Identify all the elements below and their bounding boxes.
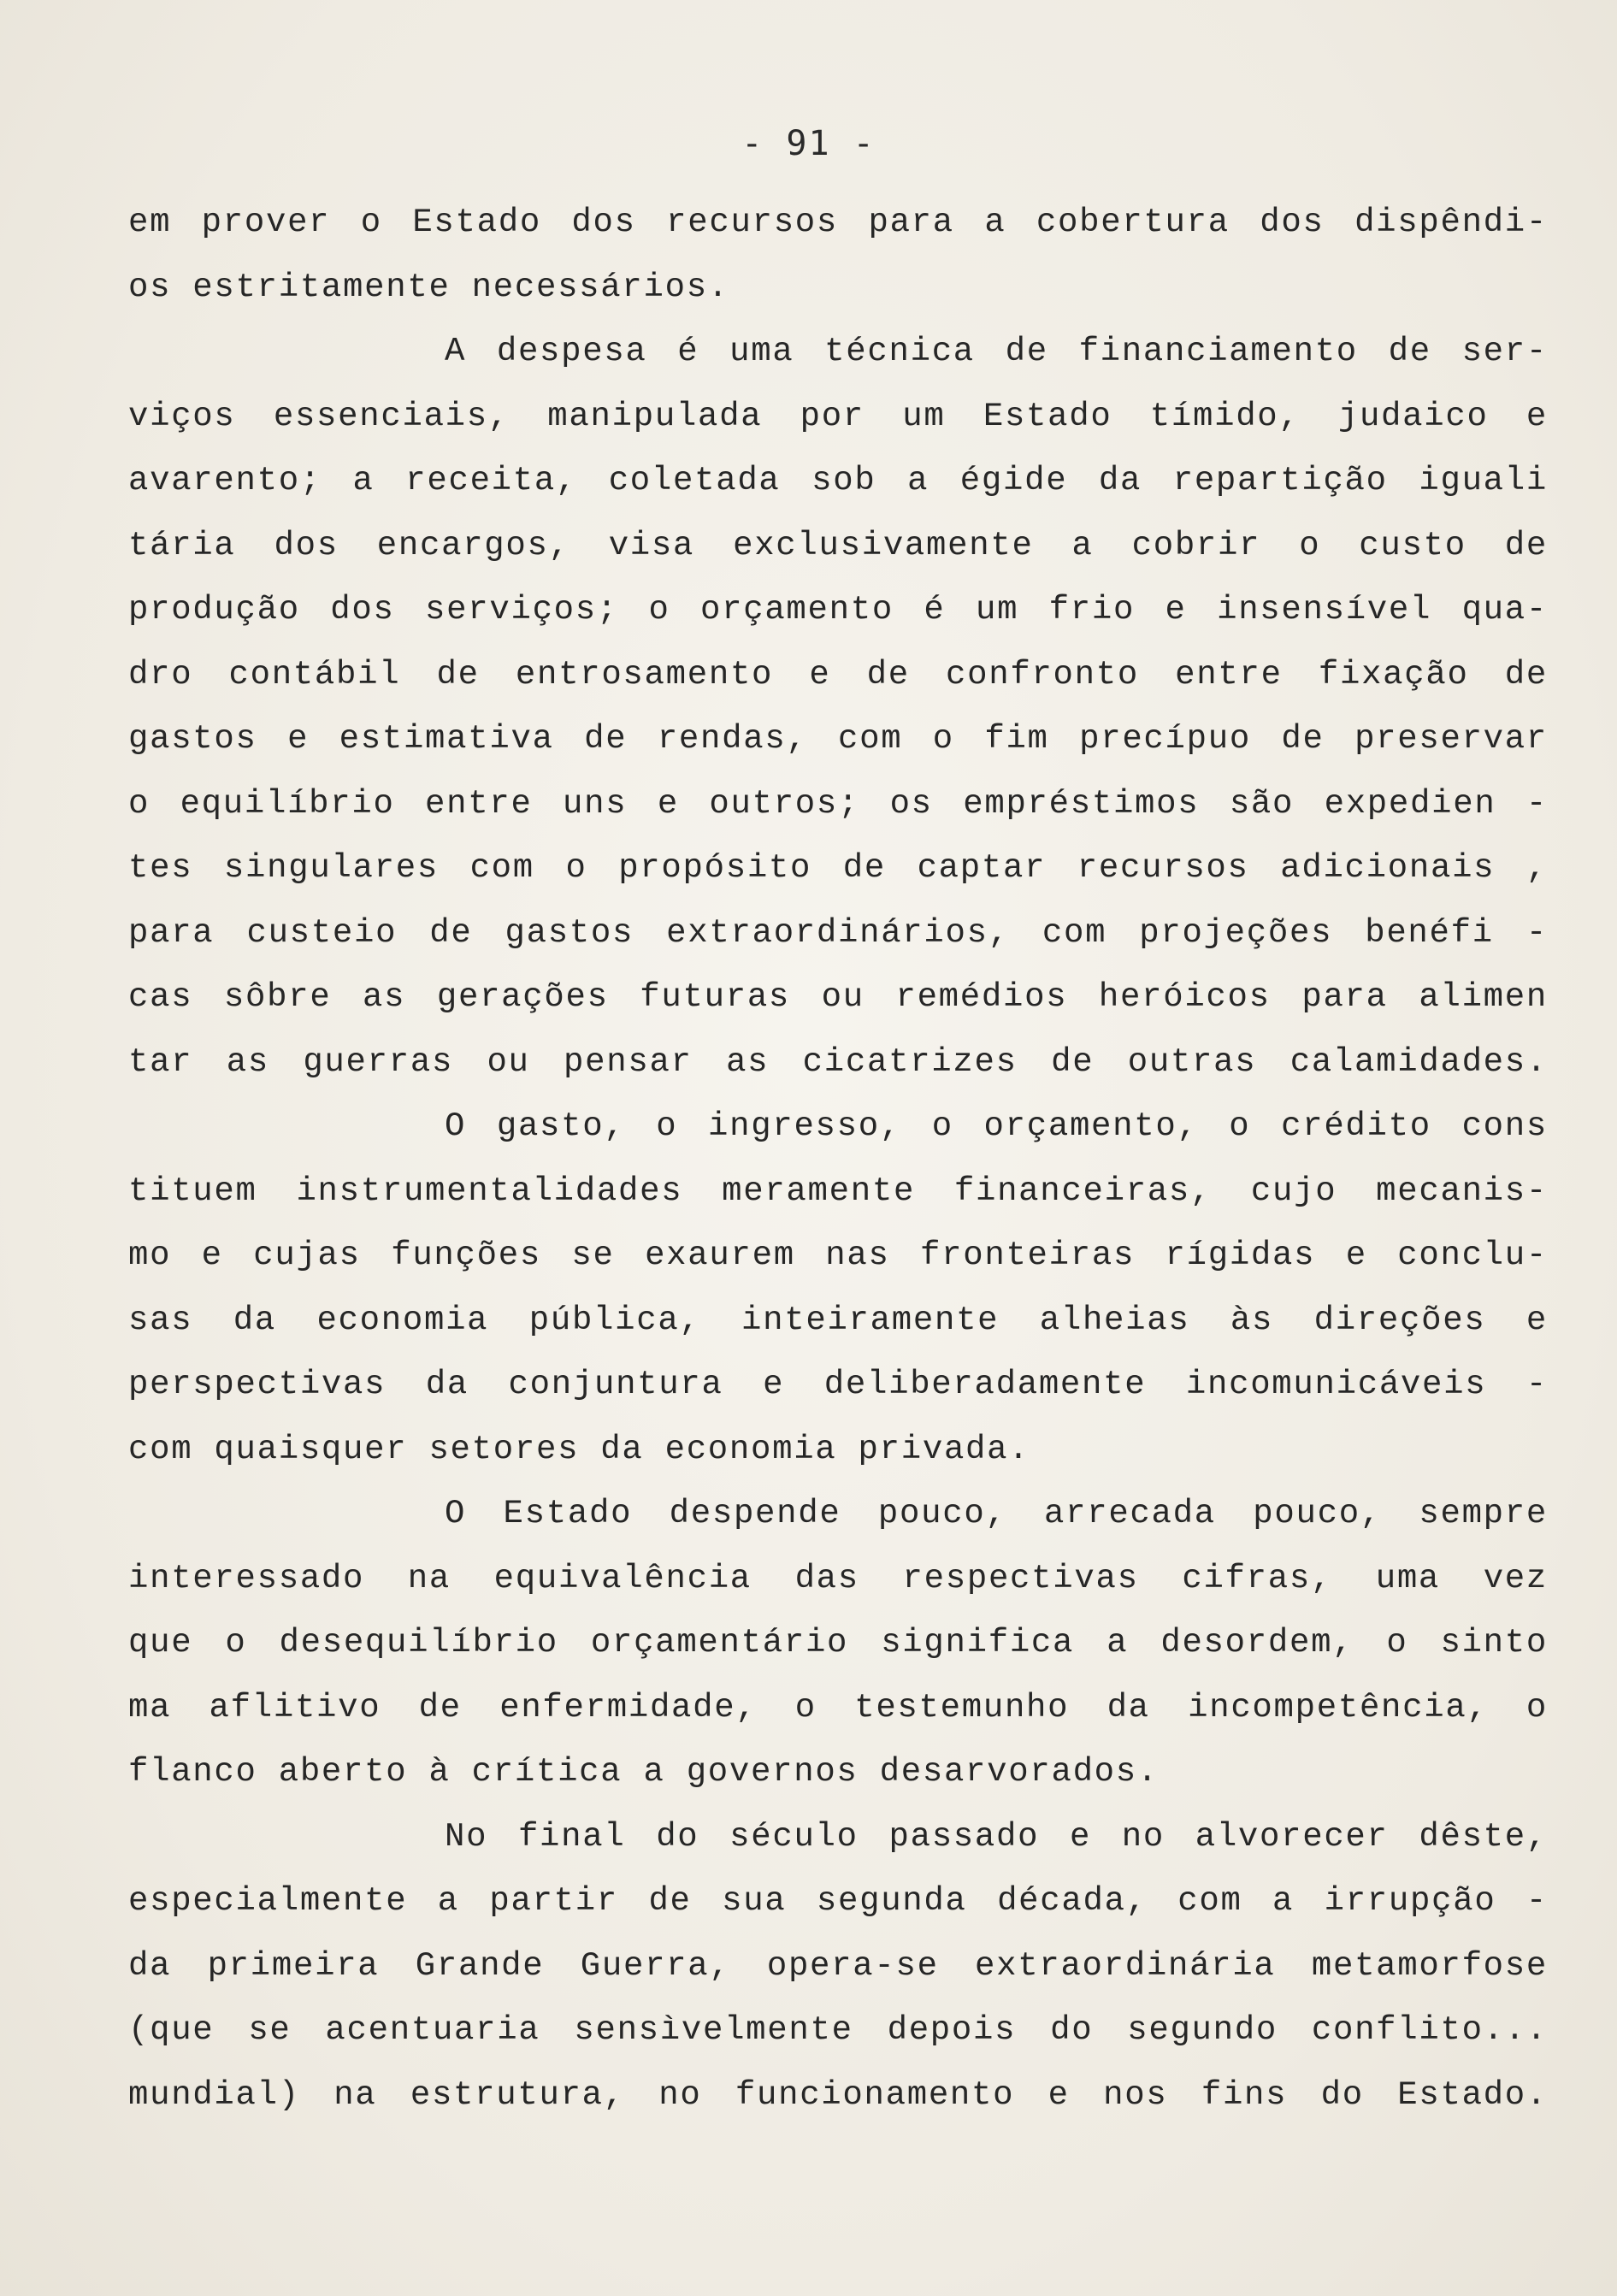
text-line: os estritamente necessários. <box>128 268 729 306</box>
text-line: tar as guerras ou pensar as cicatrizes de outras calamidades. <box>128 1042 1548 1081</box>
text-line: flanco aberto à crítica a governos desarvorados. <box>128 1753 1159 1791</box>
text-line: avarento; a receita, coletada sob a égide da repartição iguali <box>128 462 1548 499</box>
text-line: com quaisquer setores da economia privada. <box>128 1430 1030 1468</box>
text-line: mo e cujas funções se exaurem nas fronteiras rígidas e conclu- <box>128 1237 1548 1274</box>
text-line: que o desequilíbrio orçamentário significa a desordem, o sinto <box>128 1624 1548 1662</box>
text-line: tes singulares com o propósito de captar recursos adicionais , <box>128 849 1548 887</box>
page-number: - 91 - <box>741 124 876 163</box>
text-line: sas da economia pública, inteiramente alheias às direções e <box>128 1301 1548 1339</box>
body-text <box>128 191 1548 2128</box>
text-line: mundial) na estrutura, no funcionamento e nos fins do Estado. <box>128 2075 1548 2114</box>
text-line: gastos e estimativa de rendas, com o fim precípuo de preservar <box>128 720 1548 758</box>
text-line: No final do século passado e no alvorecer dêste, <box>445 1817 1548 1856</box>
text-line: cas sôbre as gerações futuras ou remédios heróicos para alimen <box>128 978 1548 1016</box>
text-line: da primeira Grande Guerra, opera-se extraordinária metamorfose <box>128 1946 1548 1985</box>
text-line: A despesa é uma técnica de financiamento de ser- <box>445 333 1548 370</box>
text-line: tária dos encargos, visa exclusivamente a cobrir o custo de <box>128 526 1548 564</box>
text-line: viços essenciais, manipulada por um Estado tímido, judaico e <box>128 397 1548 435</box>
text-line: O gasto, o ingresso, o orçamento, o crédito cons <box>445 1107 1548 1145</box>
text-line: perspectivas da conjuntura e deliberadamente incomunicáveis - <box>128 1366 1548 1403</box>
text-line: em prover o Estado dos recursos para a cobertura dos dispêndi- <box>128 204 1548 241</box>
text-line: especialmente a partir de sua segunda década, com a irrupção - <box>128 1882 1548 1920</box>
text-line: o equilíbrio entre uns e outros; os empréstimos são expedien - <box>128 784 1548 823</box>
text-line: interessado na equivalência das respectivas cifras, uma vez <box>128 1559 1548 1597</box>
text-line: ma aflitivo de enfermidade, o testemunho da incompetência, o <box>128 1688 1548 1726</box>
text-line: para custeio de gastos extraordinários, com projeções benéfi - <box>128 913 1548 952</box>
text-line: (que se acentuaria sensìvelmente depois do segundo conflito... <box>128 2011 1548 2049</box>
text-line: dro contábil de entrosamento e de confronto entre fixação de <box>128 655 1548 694</box>
text-line: O Estado despende pouco, arrecada pouco, sempre <box>445 1495 1548 1532</box>
text-line: produção dos serviços; o orçamento é um frio e insensível qua- <box>128 591 1548 629</box>
text-line: tituem instrumentalidades meramente financeiras, cujo mecanis- <box>128 1172 1548 1210</box>
